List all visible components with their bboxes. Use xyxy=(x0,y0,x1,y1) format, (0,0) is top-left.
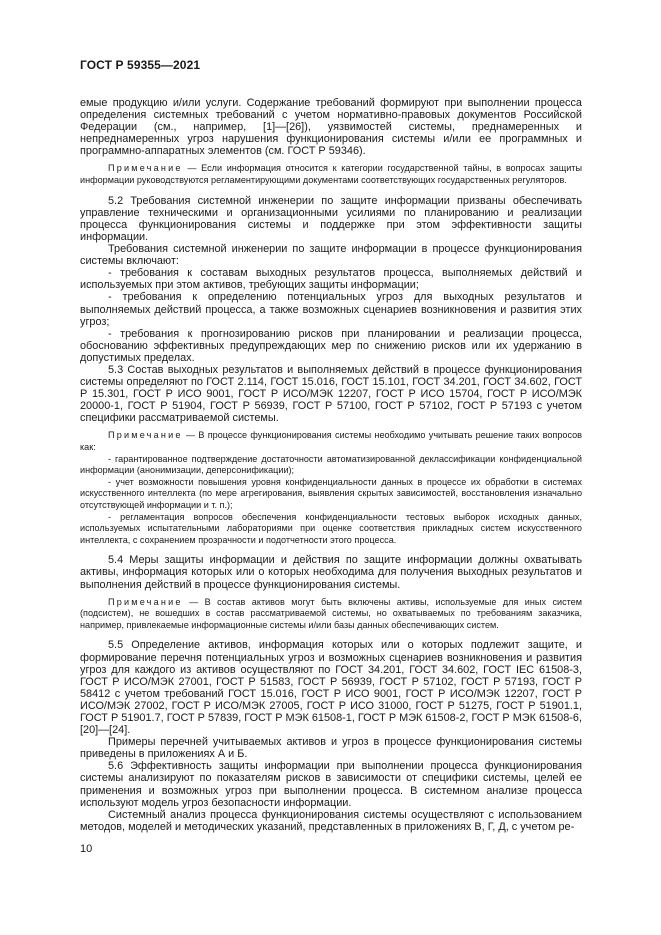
page-number: 10 xyxy=(80,843,93,855)
note-text: — Если информация относится к категории государственной тайны, в вопросах защиты информации руководствуются регламентирующими документами соответствующих государственных регуляторов. xyxy=(80,163,582,186)
note xyxy=(80,597,582,632)
note-text: — В процессе функционирования системы необходимо учитывать решение таких вопросов как: xyxy=(80,430,582,453)
paragraph: 5.6 Эффективность защиты информации при выполнении процесса функционирования системы анализируют по показателям рисков в зависимости от специфики системы, целей ее применения и возможных угроз при выполнении процесса. В системном анализе процесса используют модель угроз безопасности информации. xyxy=(80,760,582,809)
note xyxy=(80,430,582,453)
note-list-item: - регламентация вопросов обеспечения конфиденциальности тестовых выборок исходных данных, используемых испытательными лабораториями при оценке соответствия прикладных систем искусственного интеллекта, с сохранением прозрачности и подотчетности этого процесса. xyxy=(80,511,582,545)
note-text: — В состав активов могут быть включены активы, используемые для иных систем (подсистем), не вошедших в состав рассматриваемой системы, но охватываемых по требованиям заказчика, например, привлекаемые информационные системы и/или базы данных обеспечивающих систем. xyxy=(80,596,582,630)
note-label: Примечание xyxy=(108,430,183,441)
note-label: Примечание xyxy=(108,596,183,607)
paragraph: 5.3 Состав выходных результатов и выполняемых действий в процессе функционирования системы определяют по ГОСТ 2.114, ГОСТ 15.016, ГОСТ 15.101, ГОСТ 34.201, ГОСТ 34.602, ГОСТ Р 15.301, ГОСТ Р ИСО 9001, ГОСТ Р ИСО/МЭК 12207, ГОСТ Р ИСО 15704, ГОСТ Р ИСО/МЭК 20000-1, ГОСТ Р 51904, ГОСТ Р 56939, ГОСТ Р 57100, ГОСТ Р 57102, ГОСТ Р 57193 с учетом специфики рассматриваемой системы. xyxy=(80,363,582,425)
note-list-item: - гарантированное подтверждение достаточности автоматизированной деклассификации конфиденциальной информации (анонимизации, деперсонификации); xyxy=(80,453,582,476)
page-body xyxy=(80,97,582,833)
paragraph: емые продукцию и/или услуги. Содержание требований формируют при выполнении процесса определения системных требований с учетом нормативно-правовых документов Российской Федерации (см., например, [1]—[26]), уязвимостей системы, преднамеренных и непреднамеренных угроз нарушения функционирования системы и/или ее программных и программно-аппаратных элементов (см. ГОСТ Р 59346). xyxy=(80,97,582,158)
paragraph: 5.4 Меры защиты информации и действия по защите информации должны охватывать активы, информация которых или о которых необходима для получения выходных результатов и выполнения действий в процессе функционирования системы. xyxy=(80,554,582,591)
paragraph: Примеры перечней учитываемых активов и угроз в процессе функционирования системы приведены в приложениях А и Б. xyxy=(80,736,582,761)
note-label: Примечание xyxy=(108,163,183,174)
paragraph: 5.5 Определение активов, информация которых или о которых подлежит защите, и формирование перечня потенциальных угроз и возможных сценариев возникновения и развития угроз для каждого из активов осуществляют по ГОСТ 34.201, ГОСТ 34.602, ГОСТ IEC 61508-3, ГОСТ Р ИСО/МЭК 27001, ГОСТ Р 51583, ГОСТ Р 56939, ГОСТ Р 57102, ГОСТ Р 57193, ГОСТ Р 58412 с учетом требований ГОСТ 15.016, ГОСТ Р ИСО 9001, ГОСТ Р ИСО/МЭК 12207, ГОСТ Р ИСО/МЭК 27002, ГОСТ Р ИСО/МЭК 27005, ГОСТ Р ИСО 31000, ГОСТ Р 51275, ГОСТ Р 51901.1, ГОСТ Р 51901.7, ГОСТ Р 57839, ГОСТ Р МЭК 61508-1, ГОСТ Р МЭК 61508-2, ГОСТ Р МЭК 61508-6, [20]—[24]. xyxy=(80,639,582,737)
spacer xyxy=(80,631,582,639)
list-item: - требования к прогнозированию рисков при планировании и реализации процесса, обоснованию эффективных предупреждающих мер по снижению рисков или их удержанию в допустимых пределах. xyxy=(80,327,582,364)
list-item: - требования к определению потенциальных угроз для выходных результатов и выполняемых действий процесса, а также возможных сценариев возникновения и развития этих угроз; xyxy=(80,291,582,328)
paragraph: Требования системной инженерии по защите информации в процессе функционирования системы включают: xyxy=(80,243,582,268)
note-list-item: - учет возможности повышения уровня конфиденциальности данных в процессе их обработки в системах искусственного интеллекта (по мере агрегирования, выявления скрытых зависимостей, восстановления изначально отсутствующей информации и т. п.); xyxy=(80,476,582,510)
note xyxy=(80,163,582,186)
paragraph: 5.2 Требования системной инженерии по защите информации призваны обеспечивать управление техническими и организационными усилиями по планированию и реализации процесса функционирования системы и поддержке при этом эффективности защиты информации. xyxy=(80,194,582,243)
spacer xyxy=(80,546,582,554)
list-item: - требования к составам выходных результатов процесса, выполняемых действий и используемых при этом активов, требующих защиты информации; xyxy=(80,267,582,292)
paragraph: Системный анализ процесса функционирования системы осуществляют с использованием методов, моделей и методических указаний, представленных в приложениях В, Г, Д, с учетом ре- xyxy=(80,808,582,833)
spacer xyxy=(80,187,582,195)
document-header: ГОСТ Р 59355—2021 xyxy=(80,58,201,72)
